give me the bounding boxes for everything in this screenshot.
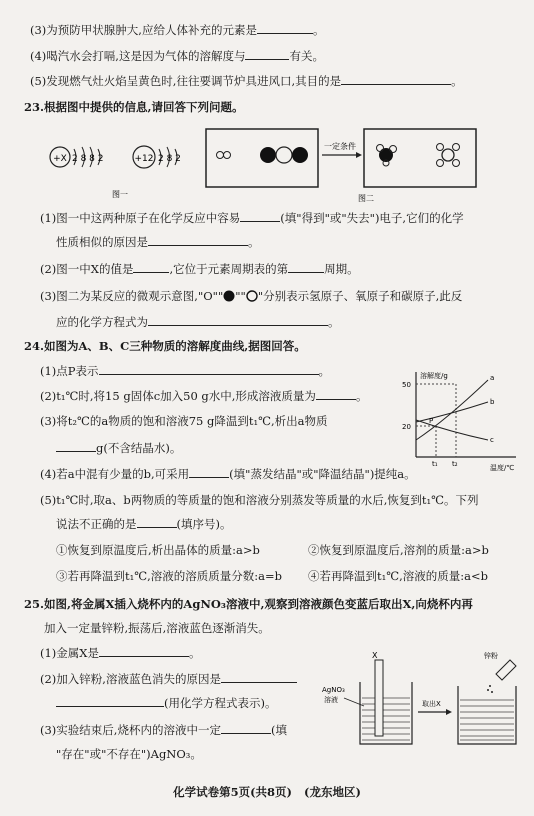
answer-blank[interactable] bbox=[257, 22, 313, 34]
q23-1: (1)图一中这两种原子在化学反应中容易 (填"得到"或"失去")电子,它们的化学 bbox=[40, 211, 464, 225]
answer-blank[interactable] bbox=[240, 210, 280, 222]
series-c-label: c bbox=[490, 436, 494, 444]
answer-blank[interactable] bbox=[189, 466, 229, 478]
page-footer bbox=[0, 784, 534, 800]
answer-blank[interactable] bbox=[137, 516, 177, 528]
answer-blank[interactable] bbox=[56, 695, 164, 707]
spatula-icon bbox=[496, 660, 516, 680]
answer-blank[interactable] bbox=[99, 363, 319, 375]
answer-blank[interactable] bbox=[316, 388, 356, 400]
series-b-label: b bbox=[490, 398, 495, 406]
q25-2-cont: (用化学方程式表示)。 bbox=[56, 695, 276, 711]
x-tick-label: t₂ bbox=[452, 460, 458, 468]
beaker-experiment-figure bbox=[320, 650, 525, 748]
footer-region: (龙东地区) bbox=[304, 785, 361, 799]
answer-blank[interactable] bbox=[99, 645, 189, 657]
q23-title: 23.根据图中提供的信息,请回答下列问题。 bbox=[24, 100, 244, 114]
q24-4: (4)若a中混有少量的b,可采用 (填"蒸发结晶"或"降温结晶")提纯a。 bbox=[40, 467, 416, 481]
answer-blank[interactable] bbox=[221, 722, 271, 734]
y-tick-label: 50 bbox=[402, 381, 411, 389]
y-tick-label: 20 bbox=[402, 423, 411, 431]
q25-1: (1)金属X是 。 bbox=[40, 646, 201, 660]
black-circle-icon bbox=[223, 290, 235, 302]
q22-4: (4)喝汽水会打嗝,这是因为气体的溶解度与 有关。 bbox=[30, 49, 324, 63]
q25-2: (2)加入锌粉,溶液蓝色消失的原因是 bbox=[40, 671, 297, 687]
q24-3: (3)将t₂℃的a物质的饱和溶液75 g降温到t₁℃,析出a物质 bbox=[40, 414, 328, 428]
option-3: ③若再降温到t₁℃,溶液的溶质质量分数:a=b bbox=[56, 569, 282, 583]
answer-blank[interactable] bbox=[341, 73, 451, 85]
beaker-right bbox=[458, 686, 516, 744]
q24-5-cont: 说法不正确的是 (填序号)。 bbox=[56, 517, 232, 531]
atom-x-shells: 2 8 8 2 bbox=[72, 154, 104, 164]
q25-title-cont: 加入一定量锌粉,振荡后,溶液蓝色逐渐消失。 bbox=[44, 621, 270, 635]
answer-blank[interactable] bbox=[148, 314, 328, 326]
atom-12 bbox=[133, 146, 181, 168]
option-1: ①恢复到原温度后,析出晶体的质量:a>b bbox=[56, 543, 260, 557]
answer-blank[interactable] bbox=[245, 48, 289, 60]
solution-label: 溶液 bbox=[324, 696, 338, 704]
answer-blank[interactable] bbox=[288, 261, 324, 273]
y-axis-label: 溶解度/g bbox=[420, 372, 448, 380]
reaction-diagram bbox=[200, 125, 520, 205]
q25-3: (3)实验结束后,烧杯内的溶液中一定 (填 bbox=[40, 723, 287, 737]
q23-3: (3)图二为某反应的微观示意图,"O"" "" "分别表示氢原子、氧原子和碳原子,此反 bbox=[40, 289, 463, 303]
option-4: ④若再降温到t₁℃,溶液的质量:a<b bbox=[308, 569, 488, 583]
q23-1-cont: 性质相似的原因是 。 bbox=[56, 235, 260, 249]
figure-1-caption: 图一 bbox=[112, 190, 128, 199]
q25-3-cont: "存在"或"不存在")AgNO₃。 bbox=[56, 747, 202, 761]
metal-x-strip bbox=[375, 660, 383, 736]
q22-5: (5)发现燃气灶火焰呈黄色时,往往要调节炉具进风口,其目的是 。 bbox=[30, 74, 463, 88]
remove-x-label: 取出X bbox=[422, 700, 441, 708]
q24-1: (1)点P表示 。 bbox=[40, 364, 331, 378]
figure-2-caption: 图二 bbox=[358, 194, 374, 203]
q22-3: (3)为预防甲状腺肿大,应给人体补充的元素是 。 bbox=[30, 23, 325, 37]
q23-2: (2)图一中X的值是 ,它位于元素周期表的第 周期。 bbox=[40, 262, 359, 276]
q25-title: 25.如图,将金属X插入烧杯内的AgNO₃溶液中,观察到溶液颜色变蓝后取出X,向烧杯内再 bbox=[24, 597, 473, 611]
solution-label: AgNO₃ bbox=[322, 686, 345, 694]
q24-2: (2)t₁℃时,将15 g固体c加入50 g水中,形成溶液质量为 。 bbox=[40, 389, 368, 403]
atom-structure-figure bbox=[44, 135, 204, 201]
beaker-left bbox=[360, 682, 412, 744]
q24-5: (5)t₁℃时,取a、b两物质的等质量的饱和溶液分别蒸发等质量的水后,恢复到t₁℃。下列 bbox=[40, 493, 479, 507]
point-p-label: P bbox=[429, 417, 434, 425]
answer-blank[interactable] bbox=[221, 671, 297, 683]
hollow-circle-icon bbox=[246, 290, 258, 302]
atom-x bbox=[50, 147, 104, 167]
series-a-label: a bbox=[490, 374, 495, 382]
answer-blank[interactable] bbox=[133, 261, 169, 273]
x-tick-label: t₁ bbox=[432, 460, 438, 468]
footer-page-text: 化学试卷第5页(共8页) bbox=[173, 785, 292, 799]
atom-12-shells: 2 8 2 bbox=[158, 154, 181, 164]
q24-3-cont: g(不含结晶水)。 bbox=[56, 440, 181, 456]
x-axis-label: 温度/℃ bbox=[490, 464, 515, 472]
reaction-condition-label: 一定条件 bbox=[324, 142, 356, 151]
q24-title: 24.如图为A、B、C三种物质的溶解度曲线,据图回答。 bbox=[24, 339, 306, 353]
series-c-line bbox=[416, 420, 488, 440]
atom-x-nucleus-label: +X bbox=[53, 154, 67, 164]
solubility-chart bbox=[396, 362, 526, 482]
answer-blank[interactable] bbox=[56, 440, 96, 452]
q23-3-cont: 应的化学方程式为 。 bbox=[56, 315, 340, 329]
zinc-powder-label: 锌粉 bbox=[484, 652, 498, 660]
answer-blank[interactable] bbox=[148, 234, 248, 246]
metal-x-label: X bbox=[372, 651, 378, 660]
option-2: ②恢复到原温度后,溶剂的质量:a>b bbox=[308, 543, 489, 557]
atom-12-nucleus-label: +12 bbox=[134, 154, 154, 164]
